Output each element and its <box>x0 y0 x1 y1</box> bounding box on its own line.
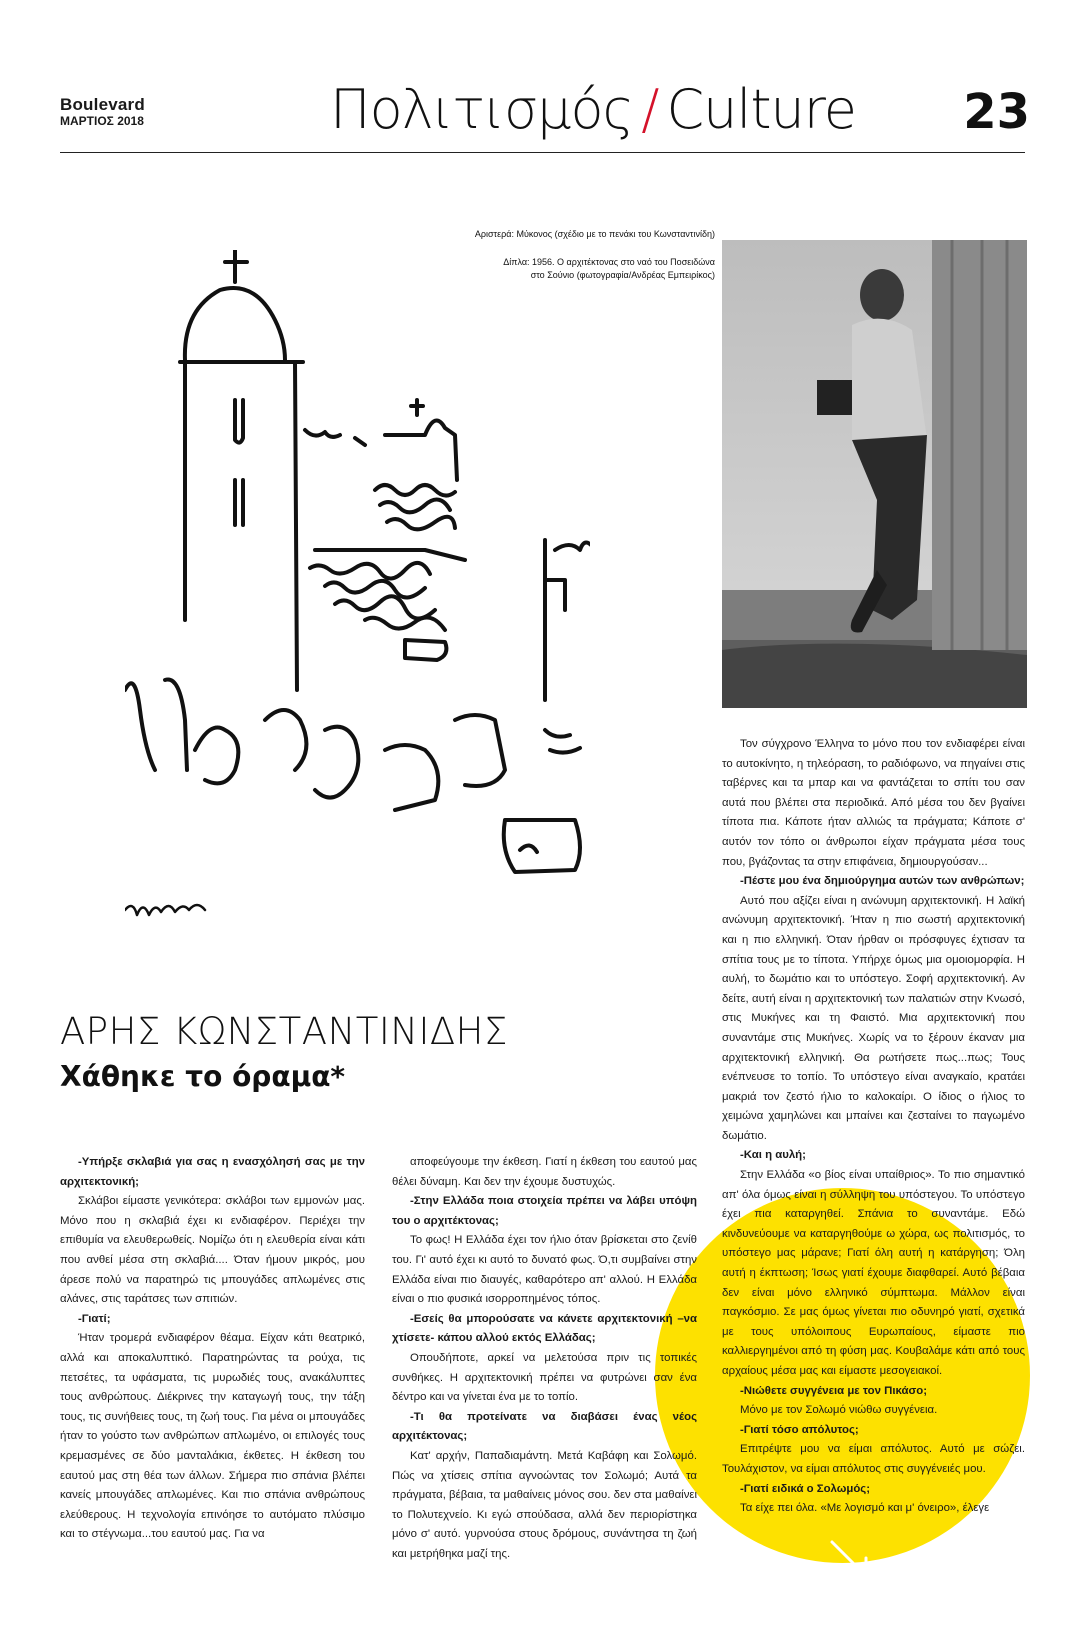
architect-photo <box>722 240 1027 708</box>
interview-question: -Γιατί ειδικά ο Σολωμός; <box>740 1482 871 1495</box>
arrow-down-right-icon[interactable] <box>828 1538 878 1588</box>
interview-answer: αποφεύγουμε την έκθεση. Γιατί η έκθεση του εαυτού μας θέλει δύναμη. Και δεν την έχουμε δυστυχώς. <box>392 1156 697 1188</box>
interview-answer: Επιτρέψτε μου να είμαι απόλυτος. Αυτό με σώζει. Τουλάχιστον, να είμαι απόλυτος στις συγγένειές μου. <box>722 1443 1025 1475</box>
page-number: 23 <box>963 84 1030 140</box>
interview-question: -Εσείς θα μπορούσατε να κάνετε αρχιτεκτονική –να χτίσετε- κάπου αλλού εκτός Ελλάδας; <box>392 1312 697 1345</box>
interview-question: -Και η αυλή; <box>740 1149 806 1162</box>
interview-answer: Τον σύγχρονο Έλληνα το μόνο που τον ενδιαφέρει είναι το αυτοκίνητο, η τηλεόραση, το ραδιόφωνο, να πηγαίνει στις ταβέρνες και τα μπαρ και να φαντάζεται το σπίτι του σαν αυτά που βλέπει στα περιοδικά. Από μέσα του δεν βγαίνει τίποτα πια. Κάποτε ήταν αλλιώς τα πράγματα; Κάποτε σ' αυτόν τον τόπο οι άνθρωποι είχαν πράγματα μέσα τους που, βγάζοντας τα στην επιφάνεια, δημιουργούσαν... <box>722 738 1025 868</box>
section-title-greek: Πολιτισμός <box>330 78 634 141</box>
article-title: Χάθηκε το όραμα* <box>60 1060 346 1093</box>
article-column-3 <box>722 735 1025 1519</box>
interview-question: -Νιώθετε συγγένεια με τον Πικάσο; <box>740 1384 927 1397</box>
interview-answer: Μόνο με τον Σολωμό νιώθω συγγένεια. <box>740 1404 938 1417</box>
article-column-1 <box>60 1153 365 1545</box>
interview-answer: Στην Ελλάδα «ο βίος είναι υπαίθριος». Το πιο σημαντικό απ' όλα όμως είναι η σύλληψη του υπόστεγου. Το υπόστεγο έχει πια καταργηθεί. Σπάνια το συναντάμε. Εδώ κινδυνεύουμε να καταργηθούμε ω χώρα, ως πολιτισμός, το υπόστεγο μας μάρανε; Γιατί όλη αυτή η κατάργηση; Όλη αυτή η έκπτωση; Ίσως γιατί έχουμε διαφθαρεί. Αυτό βέβαια δεν είναι μόνο ελληνικό σύμπτωμα. Μάλλον είναι παγκόσμιο. Σε μας όμως γίνεται πιο οδυνηρό γιατί, σχετικά με τους υπόλοιπους Ευρωπαίους, είμαστε πιο καλλιεργημένοι από τη φύση μας. Κουβαλάμε κάτι από τους αρχαίους μέσα μας και είμαστε μεσογειακοί. <box>722 1169 1025 1377</box>
interview-answer: Ήταν τρομερά ενδιαφέρον θέαμα. Είχαν κάτι θεατρικό, αλλά και αποκαλυπτικό. Παρατηρώντας τα ρούχα, τις πετσέτες, τα υφάσματα, τις μυρωδιές τους, ανακάλυπτες τους ανθρώπους. Διέκρινες την καταγωγή τους, την τάξη τους, τις συνήθειες τους, τη ζωή τους. Για μένα οι μπουγάδες ήταν το γούστο των ανθρώπων απλωμένο, οι επιλογές τους κρεμασμένες σε δύο μανταλάκια, έκθετες. Η έκθεση του εαυτού μας στη θέα των άλλων. Σήμερα πιο σπάνια βλέπει κανείς μπουγάδες απλωμένες. Και πιο σπάνια ανθρώπους ελεύθερους. Η τεχνολογία επινόησε το αυτόματο πλύσιμο και το στέγνωμα...του εαυτού μας. Για να <box>60 1332 365 1541</box>
publication-name: Boulevard <box>60 95 145 114</box>
section-title-english: Culture <box>666 78 857 141</box>
interview-question: -Πέστε μου ένα δημιούργημα αυτών των ανθρώπων; <box>740 875 1025 888</box>
issue-date: ΜΑΡΤΙΟΣ 2018 <box>60 114 144 128</box>
interview-question: -Γιατί; <box>78 1312 111 1325</box>
interview-answer: Σκλάβοι είμαστε γενικότερα: σκλάβοι των εμμονών μας. Μόνο που η σκλαβιά έχει κι ενδιαφέρον. Περιέχει την επιθυμία να ελευθερωθείς. Νομίζω ότι η ελευθερία είναι κάτι που ανθεί μέσα στη σκλαβιά.... Όταν ήμουν μικρός, μου άρεσε πολύ να παρατηρώ τις μπουγάδες απλωμένες στις αλάνες, στις ταράτσες των σπιτιών. <box>60 1195 365 1306</box>
section-title <box>330 78 856 141</box>
mykonos-sketch-illustration <box>125 250 590 980</box>
header-divider <box>60 152 1025 153</box>
interview-answer: Αυτό που αξίζει είναι η ανώνυμη αρχιτεκτονική. Η λαϊκή ανώνυμη αρχιτεκτονική. Ήταν η πιο σωστή αρχιτεκτονική και η πιο ελληνική. Όταν ήρθαν οι πρόσφυγες έχτισαν τα σπίτια τους με το τίποτα. Υπήρχε όμως μια ομοιομορφία. Η αυλή, το δωμάτιο και το υπόστεγο. Σοφή αρχιτεκτονική. Αν δείτε, αυτή είναι η αρχιτεκτονική των παλατιών στην Κνωσό, στις Μυκήνες και τη Φαιστό. Μια αρχιτεκτονική που συναντάμε στις Μυκήνες. Χωρίς να το ξέρουν έκαναν μια αρχιτεκτονική ελληνική. Θα ρωτήσετε πως...πως; Τους ενέπνευσε το τοπίο. Το υπόστεγο είναι αναγκαίο, κρατάει μακριά τον ζεστό ήλιο το καλοκαίρι. Ο ίδιος ο ήλιος το χειμώνα χαμηλώνει και μπαίνει και ζεσταίνει το παγωμένο δωμάτιο. <box>722 894 1025 1142</box>
interview-answer: Το φως! Η Ελλάδα έχει τον ήλιο όταν βρίσκεται στο ζενίθ του. Γι' αυτό έχει κι αυτό το δυνατό φως. Ό,τι συμβαίνει στην Ελλάδα είναι πιο διαυγές, καθαρότερο απ' αλλού. Η Ελλάδα είναι ο πιο φυσικά ισορροπημένος τόπος. <box>392 1234 697 1306</box>
publication-brand <box>60 96 145 128</box>
caption-photo-line1: Δίπλα: 1956. Ο αρχιτέκτονας στο ναό του Ποσειδώνα <box>503 257 715 267</box>
interview-question: -Υπήρξε σκλαβιά για σας η ενασχόλησή σας με την αρχιτεκτονική; <box>60 1156 365 1188</box>
caption-photo-line2: στο Σούνιο (φωτογραφία/Ανδρέας Εμπειρίκος) <box>530 270 715 280</box>
caption-sketch: Αριστερά: Μύκονος (σχέδιο με το πενάκι του Κωνσταντινίδη) <box>474 229 715 239</box>
article-column-2 <box>392 1153 697 1564</box>
interview-question: -Γιατί τόσο απόλυτος; <box>740 1423 859 1436</box>
section-separator: / <box>641 78 659 141</box>
interview-answer: Κατ' αρχήν, Παπαδιαμάντη. Μετά Καβάφη και Σολωμό. Πώς να χτίσεις σπίτια αγνοώντας τον Σολωμό; Αυτά τα πράγματα, βέβαια, τα μαθαίνεις μόνος σου. δεν στα μαθαίνει το Πολυτεχνείο. Κι εγώ σπούδασα, αλλά δεν περιορίστηκα μόνο σ' αυτό. γυρνούσα στους δρόμους, συνάντησα τη ζωή και μετρήθηκα μαζί της. <box>392 1449 697 1560</box>
article-author: ΑΡΗΣ ΚΩΝΣΤΑΝΤΙΝΙΔΗΣ <box>60 1010 508 1053</box>
interview-answer: Οπουδήποτε, αρκεί να μελετούσα πριν τις τοπικές συνθήκες. Η αρχιτεκτονική πρέπει να φυτρώνει σαν ένα δέντρο και να γίνεται ένα με το τοπίο. <box>392 1351 697 1404</box>
interview-answer: Τα είχε πει όλα. «Με λογισμό και μ' όνειρο», έλεγε <box>740 1502 990 1515</box>
interview-question: -Τι θα προτείνατε να διαβάσει ένας νέος αρχιτέκτονας; <box>392 1410 697 1443</box>
interview-question: -Στην Ελλάδα ποια στοιχεία πρέπει να λάβει υπόψη του ο αρχιτέκτονας; <box>392 1195 697 1227</box>
